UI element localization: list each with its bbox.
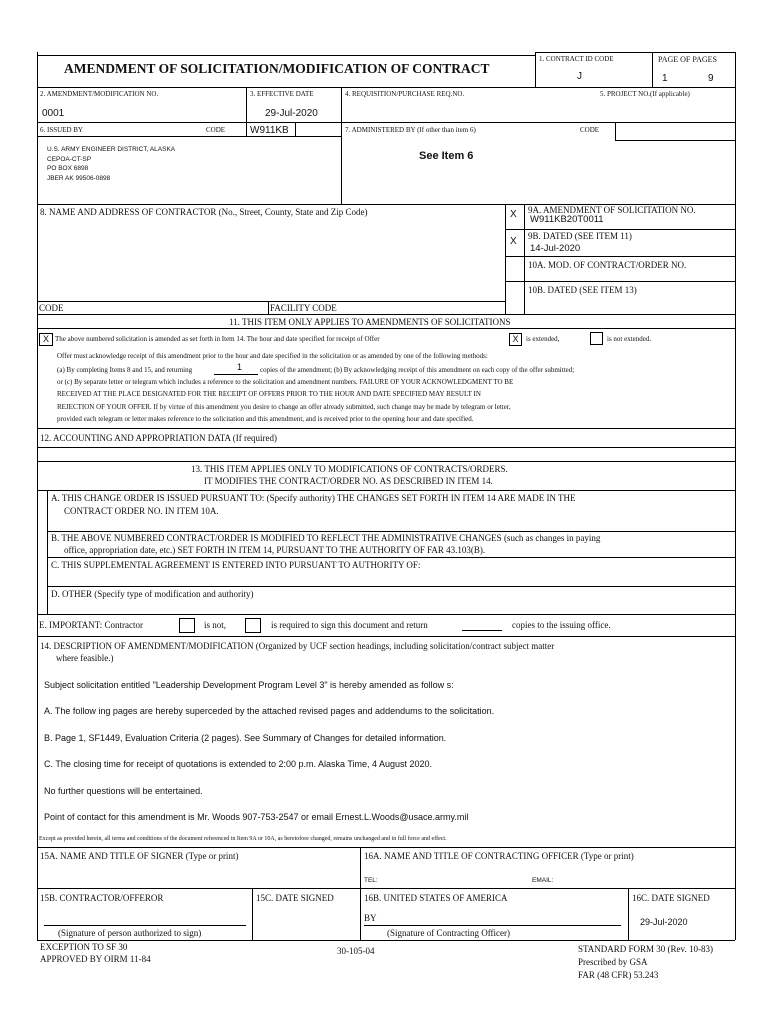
amendment-no-value[interactable]: 0001: [42, 108, 65, 119]
project-no-label: 5. PROJECT NO.(If applicable): [600, 90, 690, 98]
important-label: E. IMPORTANT: Contractor: [39, 620, 144, 630]
description-line: A. The follow ing pages are hereby superceded by the attached revised pages and addendums to the solicitation.: [44, 706, 495, 716]
item-13a-text-continued: CONTRACT ORDER NO. IN ITEM 10A.: [64, 506, 219, 516]
officer-signature-caption: (Signature of Contracting Officer): [387, 928, 511, 938]
issuer-line: U.S. ARMY ENGINEER DISTRICT, ALASKA: [47, 146, 176, 153]
description-line: C. The closing time for receipt of quotations is extended to 2:00 p.m. Alaska Time, 4 August 2020.: [44, 759, 433, 769]
is-required-label: is required to sign this document and return: [271, 620, 428, 630]
item-13b-text[interactable]: B. THE ABOVE NUMBERED CONTRACT/ORDER IS MODIFIED TO REFLECT THE ADMINISTRATIVE CHANGES (such as changes in paying: [51, 533, 601, 543]
accounting-data-label: 12. ACCOUNTING AND APPROPRIATION DATA (If required): [40, 433, 278, 443]
item-11-statement: The above numbered solicitation is amended as set forth in Item 14. The hour and date specified for receipt of Offer: [55, 335, 380, 343]
is-not-extended-checkbox[interactable]: [590, 332, 603, 345]
return-copies-value[interactable]: 1: [237, 362, 243, 372]
tel-label: TEL:: [364, 877, 378, 884]
is-not-label: is not,: [204, 620, 227, 630]
is-extended-checkbox[interactable]: X: [509, 333, 522, 346]
dated-value[interactable]: 14-Jul-2020: [530, 243, 581, 254]
united-states-label: 16B. UNITED STATES OF AMERICA: [364, 893, 508, 903]
mod-contract-label: 10A. MOD. OF CONTRACT/ORDER NO.: [528, 260, 687, 270]
effective-date-label: 3. EFFECTIVE DATE: [250, 90, 314, 98]
except-provided-statement: Except as provided herein, all terms and conditions of the document referenced in Item 9A or 10A, as heretofore changed, remains unchanged and in full force and effect.: [39, 836, 447, 842]
footer-prescribed-by: Prescribed by GSA: [578, 957, 648, 967]
contract-id-code-label: 1. CONTRACT ID CODE: [539, 55, 614, 63]
item-11-paragraph: or (c) By separate letter or telegram which includes a reference to the solicitation and amendment numbers. FAILURE OF YOUR ACKNOWLEDGMENT TO BE: [57, 378, 514, 386]
officer-date-signed-value[interactable]: 29-Jul-2020: [640, 917, 688, 927]
is-not-extended-label: is not extended.: [607, 335, 652, 343]
amendment-no-label: 2. AMENDMENT/MODIFICATION NO.: [40, 90, 159, 98]
description-line: Subject solicitation entitled "Leadership Development Program Level 3" is hereby amended as follow s:: [44, 680, 454, 690]
copies-to-office-label: copies to the issuing office.: [512, 620, 611, 630]
is-extended-label: is extended,: [526, 335, 560, 343]
item-14-label-continued: where feasible.): [56, 653, 114, 663]
mod-dated-label: 10B. DATED (SEE ITEM 13): [528, 285, 637, 295]
footer-standard-form: STANDARD FORM 30 (Rev. 10-83): [578, 944, 713, 954]
form-title: AMENDMENT OF SOLICITATION/MODIFICATION OF CONTRACT: [64, 61, 490, 76]
item-14-label: 14. DESCRIPTION OF AMENDMENT/MODIFICATION (Organized by UCF section headings, including solicitation/contract subject matter: [40, 641, 555, 651]
description-line: No further questions will be entertained.: [44, 786, 203, 796]
description-line: B. Page 1, SF1449, Evaluation Criteria (2 pages). See Summary of Changes for detailed information.: [44, 733, 447, 743]
signer-name-label: 15A. NAME AND TITLE OF SIGNER (Type or print): [40, 851, 239, 861]
officer-signature-line[interactable]: [364, 925, 621, 926]
footer-approved-by: APPROVED BY OIRM 11-84: [40, 954, 151, 964]
officer-date-signed-label: 16C. DATE SIGNED: [632, 893, 710, 903]
dated-checkbox[interactable]: X: [510, 236, 517, 247]
contract-id-code-value[interactable]: J: [577, 71, 582, 82]
item-11-paragraph: (a) By completing Items 8 and 15, and returning: [57, 366, 193, 374]
footer-exception: EXCEPTION TO SF 30: [40, 942, 128, 952]
administered-by-value: See Item 6: [419, 150, 474, 162]
item-13d-text[interactable]: D. OTHER (Specify type of modification and authority): [51, 589, 254, 599]
issuer-line: JBER AK 99506-0898: [47, 175, 111, 182]
issuer-line: PO BOX 6898: [47, 165, 89, 172]
dated-label: 9B. DATED (SEE ITEM 11): [528, 231, 632, 241]
item-13a-text[interactable]: A. THIS CHANGE ORDER IS ISSUED PURSUANT TO: (Specify authority) THE CHANGES SET FORTH IN ITEM 14 ARE MADE IN THE: [51, 493, 576, 503]
item-13-heading: 13. THIS ITEM APPLIES ONLY TO MODIFICATIONS OF CONTRACTS/ORDERS.: [191, 464, 508, 474]
issued-by-code-value[interactable]: W911KB: [250, 125, 289, 136]
facility-code-label: FACILITY CODE: [270, 303, 337, 313]
requisition-no-label: 4. REQUISITION/PURCHASE REQ.NO.: [345, 90, 465, 98]
solicitation-no-value[interactable]: W911KB20T0011: [530, 214, 604, 225]
footer-form-code: 30-105-04: [337, 946, 375, 956]
item-11-paragraph: REJECTION OF YOUR OFFER. If by virtue of this amendment you desire to change an offer already submitted, such change may be made by telegram or letter,: [57, 403, 511, 411]
item-11-paragraph: Offer must acknowledge receipt of this amendment prior to the hour and date specified in the solicitation or as amended by one of the following methods:: [57, 352, 488, 360]
solicitation-no-label: 9A. AMENDMENT OF SOLICITATION NO.: [528, 205, 696, 215]
contractor-address-label: 8. NAME AND ADDRESS OF CONTRACTOR (No., Street, County, State and Zip Code): [40, 207, 368, 217]
by-label: BY: [364, 913, 377, 923]
effective-date-value[interactable]: 29-Jul-2020: [265, 108, 318, 119]
page-number: 1: [662, 73, 668, 84]
item-11-paragraph: RECEIVED AT THE PLACE DESIGNATED FOR THE RECEIPT OF OFFERS PRIOR TO THE HOUR AND DATE SPECIFIED MAY RESULT IN: [57, 390, 481, 398]
issued-by-label: 6. ISSUED BY: [40, 126, 83, 134]
administered-by-code-label: CODE: [580, 126, 600, 134]
item-11-heading: 11. THIS ITEM ONLY APPLIES TO AMENDMENTS OF SOLICITATIONS: [229, 317, 511, 327]
item-13c-text[interactable]: C. THIS SUPPLEMENTAL AGREEMENT IS ENTERED INTO PURSUANT TO AUTHORITY OF:: [51, 560, 421, 570]
item-13b-text-continued: office, appropriation date, etc.) SET FORTH IN ITEM 14, PURSUANT TO THE AUTHORITY OF FAR 43.103(B).: [64, 545, 486, 555]
item-11-paragraph: provided each telegram or letter makes reference to the solicitation and this amendment, and is received prior to the opening hour and date specified.: [57, 415, 474, 423]
contractor-code-label: CODE: [39, 303, 64, 313]
item-11-paragraph: copies of the amendment; (b) By acknowledging receipt of this amendment on each copy of the offer submitted;: [260, 366, 575, 374]
contractor-date-signed-label: 15C. DATE SIGNED: [256, 893, 334, 903]
issuer-line: CEPOA-CT-SP: [47, 156, 92, 163]
administered-by-label: 7. ADMINISTERED BY (If other than item 6): [345, 126, 476, 134]
contracting-officer-label: 16A. NAME AND TITLE OF CONTRACTING OFFICER (Type or print): [364, 851, 634, 861]
is-required-checkbox[interactable]: [245, 618, 261, 633]
amendment-solicitation-checkbox[interactable]: X: [510, 209, 517, 220]
email-label: EMAIL:: [532, 877, 554, 884]
issued-by-code-label: CODE: [206, 126, 226, 134]
contractor-signature-line[interactable]: [44, 925, 246, 926]
footer-far-reference: FAR (48 CFR) 53.243: [578, 970, 659, 980]
item-13-subheading: IT MODIFIES THE CONTRACT/ORDER NO. AS DESCRIBED IN ITEM 14.: [204, 476, 493, 486]
total-pages: 9: [708, 73, 714, 84]
contractor-offeror-label: 15B. CONTRACTOR/OFFEROR: [40, 893, 164, 903]
is-not-required-checkbox[interactable]: [179, 618, 195, 633]
contractor-signature-caption: (Signature of person authorized to sign): [58, 928, 202, 938]
page-of-pages-label: PAGE OF PAGES: [658, 55, 717, 64]
description-line: Point of contact for this amendment is Mr. Woods 907-753-2547 or email Ernest.L.Woods@usace.army.mil: [44, 812, 469, 822]
solicitation-amended-checkbox[interactable]: X: [39, 333, 53, 346]
